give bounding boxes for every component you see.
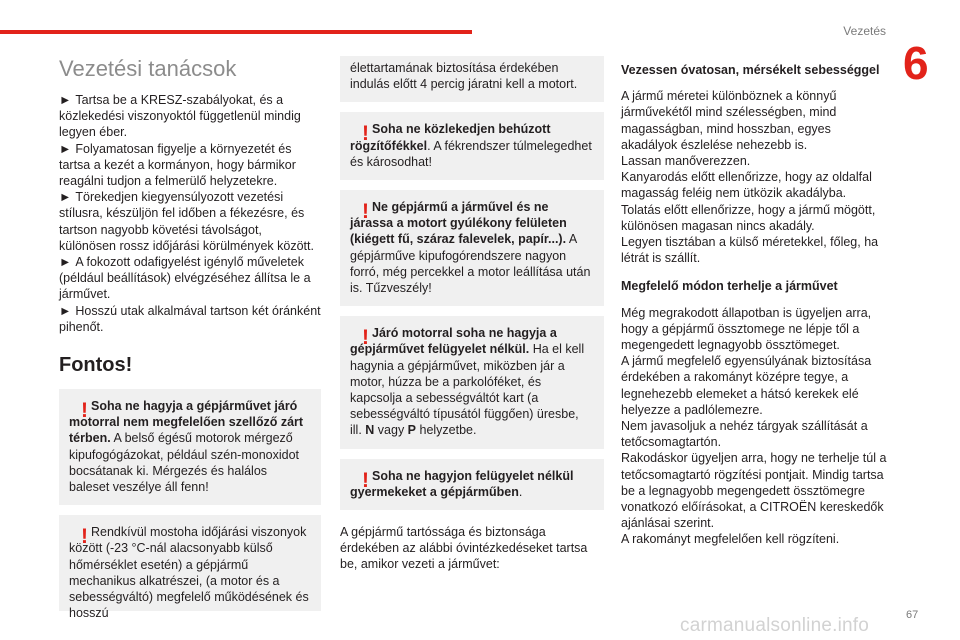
warning-rest: Ha el kell hagynia a gépjárművet, miközben jár a motor, húzza be a parkolóféket, és kapcsolja a sebességváltót kart (a sebességváltó típusától függően) üresbe, ill.: [350, 342, 585, 438]
arrow-icon: ►: [59, 141, 72, 156]
warning-box-continued: [340, 56, 604, 102]
important-heading: Fontos!: [59, 354, 133, 377]
body-paragraph: A gépjármű tartóssága és biztonsága érdekében az alábbi óvintézkedéseket tartsa be, amikor vezeti a járművet:: [340, 525, 588, 572]
text-line: A jármű méretei különböznek a könnyű járművekétől mind szélességben, mind magasságban, mind hosszban, egyes akadályok észlelése nehezebb is.: [621, 89, 837, 152]
warning-rest: . A fékrendszer túlmelegedhet és károsodhat!: [350, 138, 592, 169]
warning-box: [340, 112, 604, 180]
advice-list: [59, 92, 321, 335]
section-heading: Megfelelő módon terhelje a járművet: [621, 279, 838, 294]
arrow-icon: ►: [59, 93, 72, 107]
warning-rest: A gépjárműve kipufogórendszere nagyon forró, még percekkel a motor leállítása után is. Tűzveszély!: [350, 232, 591, 296]
header-accent-bar: [0, 30, 472, 34]
warning-bold: Soha ne hagyjon felügyelet nélkül gyermekeket a gépjárműben: [350, 468, 574, 499]
warning-box: [59, 515, 321, 621]
warning-box: [340, 459, 604, 510]
advice-text: A fokozott odafigyelést igénylő műveletek (például beállítások) elvégzéséhez állítsa le a járművet.: [59, 255, 311, 302]
warning-text: élettartamának biztosítása érdekében indulás előtt 4 percig járatni kell a motort.: [350, 61, 578, 92]
warning-bold: Soha ne hagyja a gépjárművet járó motorral nem megfelelően szellőző zárt térben.: [69, 399, 304, 446]
column-3: [621, 56, 887, 548]
text-line: A jármű megfelelő egyensúlyának biztosítása érdekében a rakományt középre tegye, a legnehezebb elemeket a hátsó kerekek elé helyezze a padlólemezre.: [621, 354, 872, 417]
warning-box: [340, 316, 604, 448]
advice-item: [59, 254, 321, 303]
warning-bold: Ne gépjármű a járművel és ne járassa a motort gyúlékony felületen (kiégett fű, száraz falevelek, papír...).: [350, 200, 567, 247]
text-line: Legyen tisztában a külső méretekkel, főleg, ha létrát is szállít.: [621, 235, 879, 266]
advice-text: Tartsa be a KRESZ-szabályokat, és a közlekedési viszonyoktól függetlenül mindig legyen éber.: [59, 93, 301, 140]
arrow-icon: ►: [59, 255, 72, 270]
advice-item: [59, 92, 321, 141]
advice-text: Hosszú utak alkalmával tartson két óránként pihenőt.: [59, 303, 321, 334]
body-paragraph: [621, 305, 887, 548]
text-line: Kanyarodás előtt ellenőrizze, hogy az oldalfal magasság feléig nem ütközik akadályba.: [621, 170, 872, 201]
warning-box: [59, 389, 321, 505]
warning-text: [69, 399, 303, 494]
warning-text: [350, 122, 592, 168]
advice-item: [59, 189, 321, 254]
text-line: Még megrakodott állapotban is ügyeljen arra, hogy a gépjármű össztomege ne lépje től a megengedett legnagyobb össztömeget.: [621, 305, 872, 353]
warning-box: [340, 190, 604, 306]
chapter-number: 6: [903, 37, 929, 89]
column-2: [340, 56, 604, 573]
page-number: 67: [906, 609, 919, 621]
warning-rest: A belső égésű motorok mérgező kipufogógázokat, például szén-monoxidot bocsátanak ki. Mérgezés és halálos baleset veszélye áll fenn!: [69, 431, 300, 495]
warning-rest: .: [518, 484, 523, 499]
warning-text: [350, 200, 590, 295]
exclamation-icon: !: [81, 525, 88, 549]
advice-item: [59, 141, 321, 190]
text-line: Nem javasoljuk a nehéz tárgyak szállítását a tetőcsomagtartón.: [621, 419, 868, 450]
gear-position-n: N: [365, 423, 375, 438]
section-label: Vezetés: [843, 24, 886, 38]
advice-item: [59, 303, 321, 335]
text-line: A rakományt megfelelően kell rögzíteni.: [621, 532, 840, 547]
page-title: Vezetési tanácsok: [59, 56, 237, 81]
text-line: Tolatás előtt ellenőrizze, hogy a jármű mögött, különösen magasan nincs akadály.: [621, 202, 876, 233]
exclamation-icon: !: [362, 326, 369, 350]
watermark: carmanualsonline.info: [680, 615, 870, 636]
arrow-icon: ►: [59, 303, 72, 318]
advice-text: Folyamatosan figyelje a környezetét és tartsa a kezét a kormányon, hogy bármikor reagálni tudjon a felmerülő helyzetekre.: [59, 141, 296, 189]
exclamation-icon: !: [362, 468, 369, 492]
arrow-icon: ►: [59, 190, 72, 205]
exclamation-icon: !: [362, 122, 369, 146]
section-heading: Vezessen óvatosan, mérsékelt sebességgel: [621, 63, 880, 77]
body-paragraph: [621, 88, 887, 266]
warning-bold: Járó motorral soha ne hagyja a gépjárművet felügyelet nélkül.: [350, 326, 557, 357]
exclamation-icon: !: [362, 200, 369, 224]
warning-text: [350, 469, 573, 499]
warning-text: [350, 326, 584, 437]
warning-rest: vagy: [374, 423, 408, 438]
text-line: Rakodáskor ügyeljen arra, hogy ne terhelje túl a tetőcsomagtartó rögzítési pontjait. Mindig tartsa be a legnagyobb megengedett össztömegre vonatkozó előírásokat, a CITROËN kereskedők ajánlásai szerint.: [621, 451, 887, 531]
exclamation-icon: !: [81, 399, 88, 423]
gear-position-p: P: [407, 423, 417, 438]
warning-rest: helyzetbe.: [416, 423, 477, 438]
warning-bold: Soha ne közlekedjen behúzott rögzítőfékkel: [350, 122, 551, 153]
column-1: [59, 56, 321, 621]
advice-text: Törekedjen kiegyensúlyozott vezetési stílusra, készüljön fel időben a fékezésre, és tartson nagyobb követési távolságot, különösen rossz időjárási körülmények között.: [59, 190, 314, 253]
text-line: Lassan manőverezzen.: [621, 154, 751, 169]
warning-text: Rendkívül mostoha időjárási viszonyok között (-23 °C-nál alacsonyabb külső hőmérséklet esetén) a gépjármű mechanikus alkatrészei, (a motor és a sebességváltó) megfelelő működésének és hosszú: [69, 525, 309, 621]
